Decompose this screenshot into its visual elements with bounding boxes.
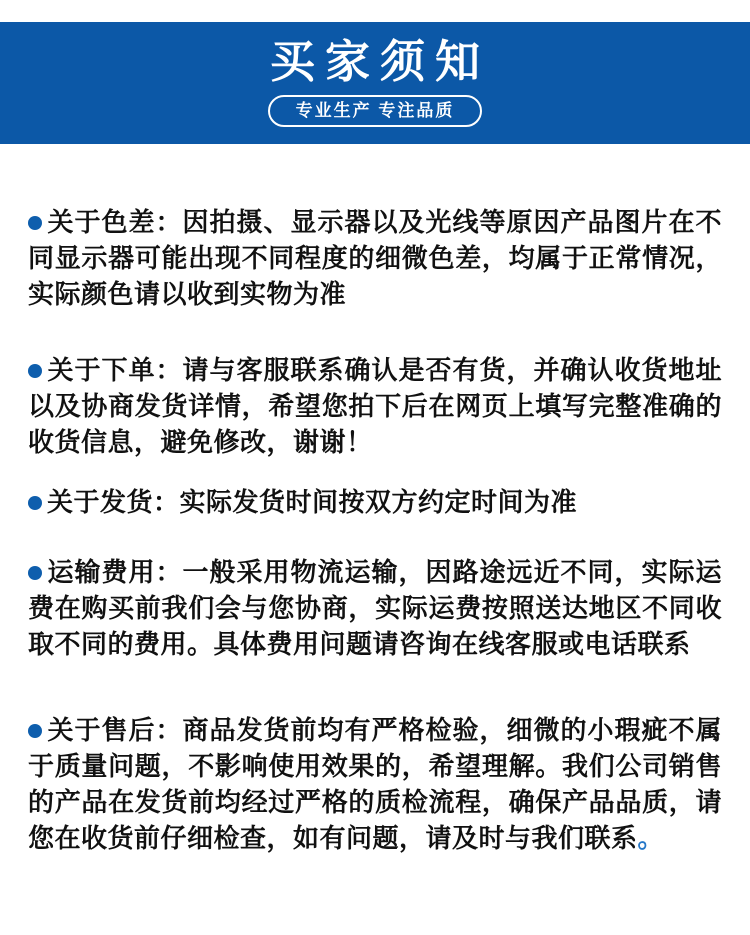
notice-heading: 关于发货： [47,487,180,517]
bullet-icon [28,566,42,580]
bullet-icon [28,364,42,378]
notice-blue-period: 。 [637,823,665,853]
banner [0,22,750,144]
notice-color-difference [28,204,722,312]
notice-shipping-time [28,484,722,520]
banner-subtitle-badge [268,95,483,127]
notice-text: 商品发货前均有严格检验，细微的小瑕疵不属于质量问题，不影响使用效果的，希望理解。我们公司销售的产品在发货前均经过严格的质检流程，确保产品品质，请您在收货前仔细检查，如有问题，请及时与我们联系 [28,715,722,853]
notice-after-sales [28,712,722,856]
notice-heading: 关于售后： [47,715,183,745]
notice-text: 一般采用物流运输，因路途远近不同，实际运费在购买前我们会与您协商，实际运费按照送达地区不同收取不同的费用。具体费用问题请咨询在线客服或电话联系 [28,557,722,659]
bullet-icon [28,496,42,510]
bullet-icon [28,216,42,230]
notice-list [0,204,750,856]
bullet-icon [28,724,42,738]
banner-title: 买家须知 [269,36,490,87]
banner-subtitle: 专业生产 专注品质 [295,101,455,120]
notice-heading: 关于下单： [47,355,183,385]
notice-text: 实际发货时间按双方约定时间为准 [179,487,578,517]
notice-freight-cost [28,554,722,662]
notice-ordering [28,352,722,460]
notice-text: 请与客服联系确认是否有货，并确认收货地址以及协商发货详情，希望您拍下后在网页上填写完整准确的收货信息，避免修改，谢谢！ [28,355,722,457]
notice-heading: 运输费用： [47,557,183,587]
notice-text: 因拍摄、显示器以及光线等原因产品图片在不同显示器可能出现不同程度的细微色差，均属于正常情况，实际颜色请以收到实物为准 [28,207,722,309]
notice-heading: 关于色差： [47,207,183,237]
